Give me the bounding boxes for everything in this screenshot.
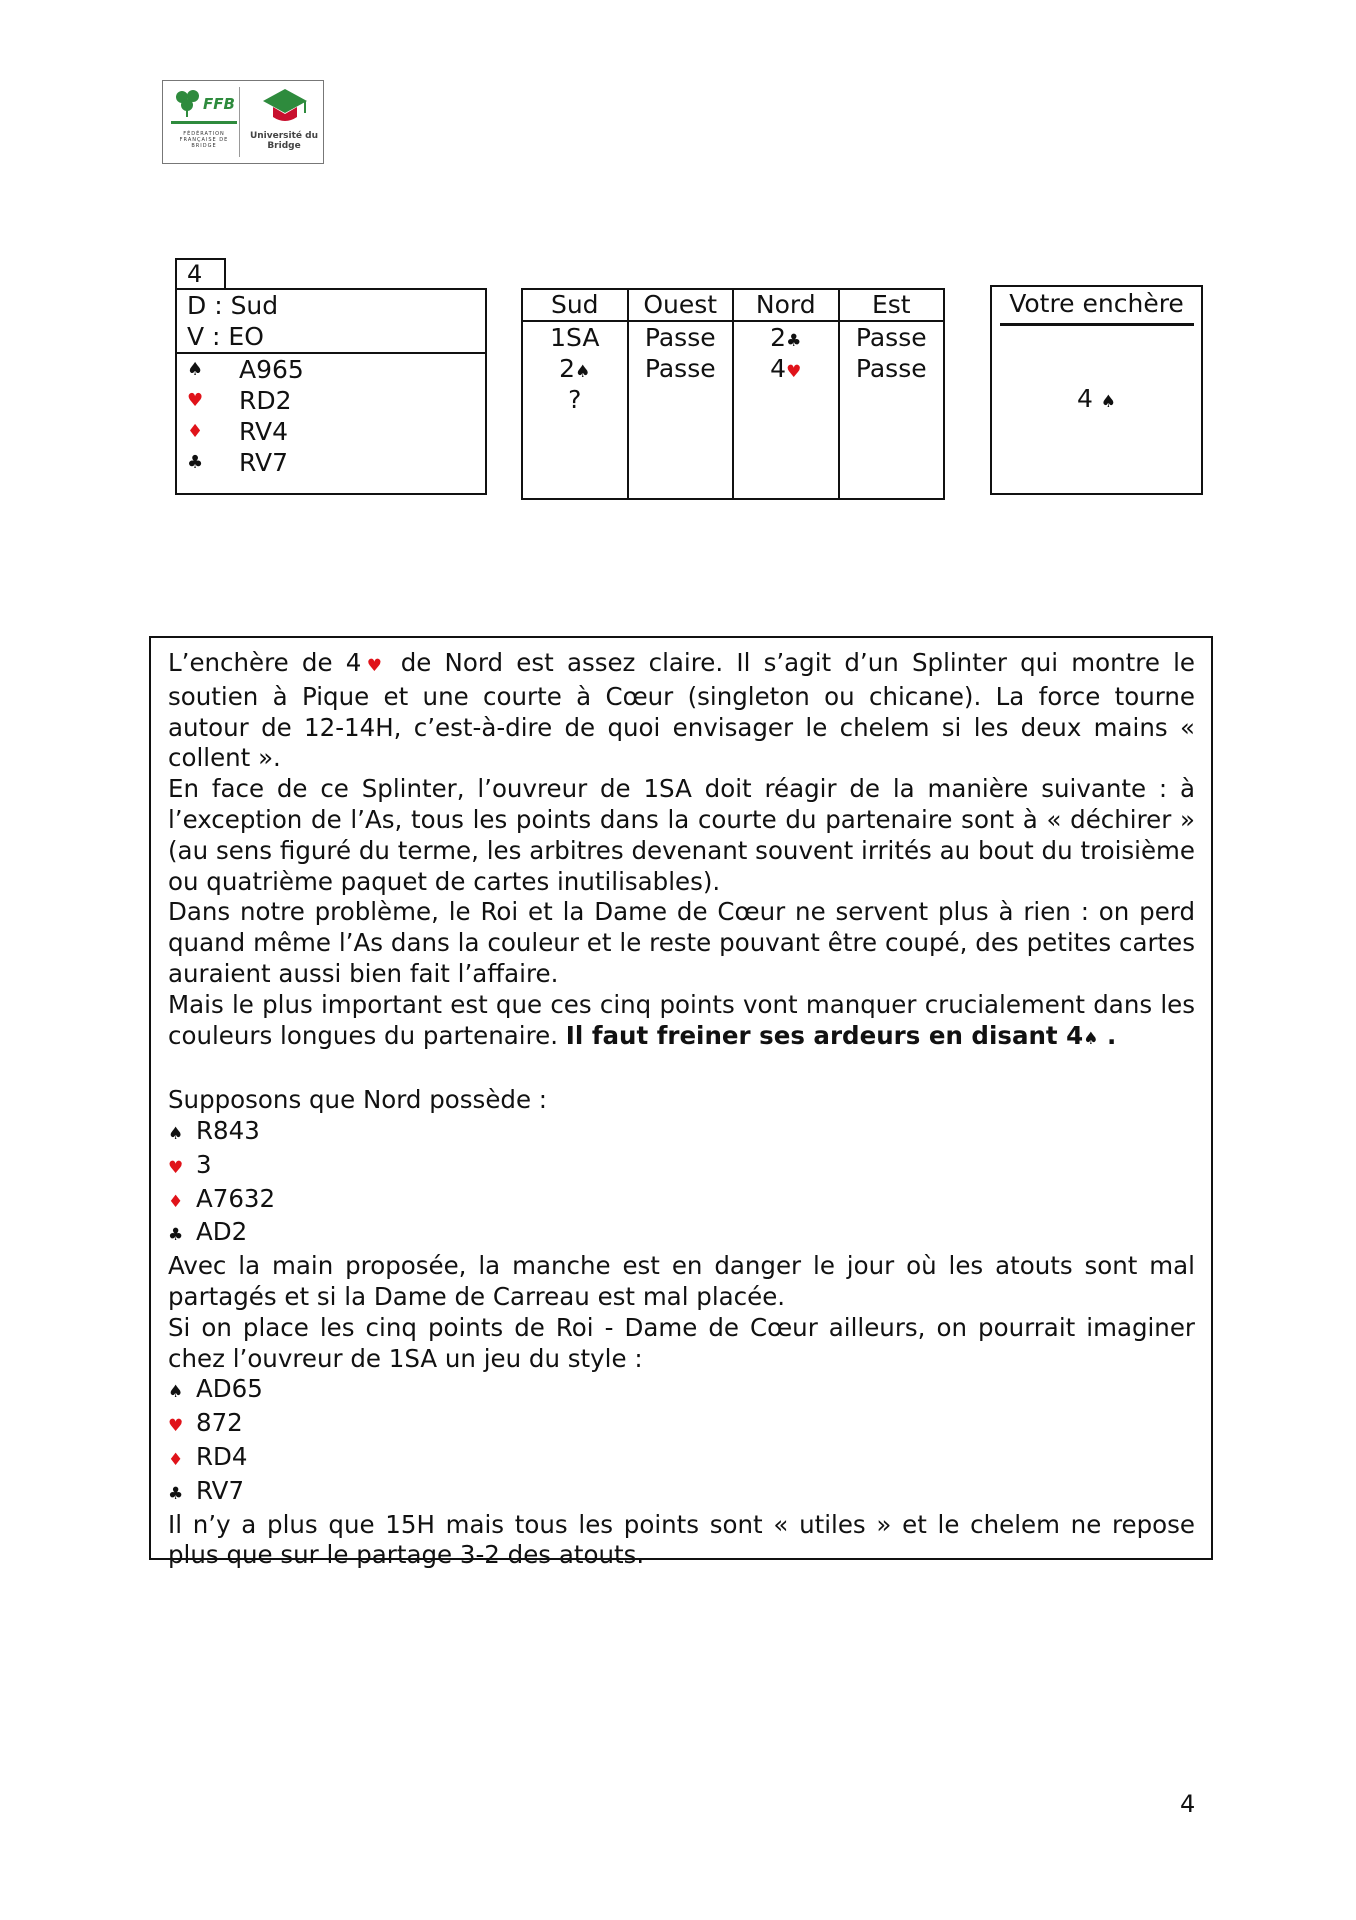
- hearts-holding: RD2: [239, 386, 292, 415]
- hand2-clubs-holding: RV7: [196, 1475, 245, 1505]
- hand-diagram: [175, 288, 487, 495]
- club-icon: ♣: [786, 331, 802, 351]
- bid-nord-2-level: 4: [770, 354, 787, 383]
- hand2-hearts-holding: 872: [196, 1408, 243, 1438]
- page-number: 4: [1180, 1790, 1196, 1818]
- dealer-label: D : Sud: [187, 291, 279, 320]
- spade-icon: ♠: [168, 1382, 184, 1403]
- bid-est-2: Passe: [855, 354, 927, 383]
- commentary-paragraph-8: Il n’y a plus que 15H mais tous les points sont « utiles » et le chelem ne repose plus que sur le partage 3-2 des atouts.: [168, 1509, 1195, 1570]
- hand2-diamonds-holding: RD4: [196, 1441, 248, 1471]
- ffb-logo-text: FFB: [203, 95, 235, 113]
- clubs-holding: RV7: [239, 448, 289, 477]
- answer-bid: [992, 384, 1201, 413]
- commentary-paragraph-2: En face de ce Splinter, l’ouvreur de 1SA doit réagir de la manière suivante : à l’exception de l’As, tous les points dans la courte du partenaire sont à « déchirer » (au sens figuré du terme, les arbitres devenant souvent irrités au bout du troisième ou quatrième paquet de cartes inutilisables).: [168, 774, 1195, 896]
- bid-nord-1: [734, 322, 838, 353]
- bid-ouest-2: Passe: [644, 354, 716, 383]
- commentary-conclusion: [566, 1021, 1117, 1050]
- commentary-paragraph-1: [168, 648, 1195, 774]
- bid-est-1: Passe: [855, 323, 927, 352]
- diamond-icon: ♦: [168, 1191, 184, 1212]
- bid-sud-1: 1SA: [550, 323, 600, 352]
- hand1-diamonds: [168, 1184, 1195, 1218]
- spade-icon: ♠: [168, 1123, 184, 1144]
- bidding-column-est: [840, 290, 944, 498]
- graduation-cap-icon: [261, 87, 309, 127]
- commentary-paragraph-7: Si on place les cinq points de Roi - Dame de Cœur ailleurs, on pourrait imaginer chez l’ouvreur de 1SA un jeu du style :: [168, 1312, 1195, 1373]
- ffb-logo: [162, 80, 324, 164]
- commentary-text: L’enchère de 4: [168, 648, 362, 677]
- bidding-column-ouest: [629, 290, 735, 498]
- commentary-conclusion-text: Il faut freiner ses ardeurs en disant 4: [565, 1020, 1084, 1050]
- hand1-spades: [168, 1116, 1195, 1150]
- clubs-row: [187, 447, 485, 478]
- logo-divider: [239, 87, 240, 157]
- hand2-hearts: [168, 1408, 1195, 1442]
- hand-header: [177, 290, 485, 354]
- hand1-clubs: [168, 1217, 1195, 1251]
- bid-sud-2: [523, 353, 627, 384]
- answer-bid-level: 4: [1076, 384, 1093, 413]
- vulnerability-label: V : EO: [187, 322, 264, 351]
- commentary-paragraph-3: Dans notre problème, le Roi et la Dame de Cœur ne servent plus à rien : on perd quand même l’As dans la couleur et le reste pouvant être coupé, des petites cartes auraient aussi bien fait l’affaire.: [168, 897, 1195, 988]
- hand-suits: [177, 354, 485, 478]
- diamonds-row: [187, 416, 485, 447]
- hand2-spades-holding: AD65: [196, 1374, 263, 1404]
- diamonds-holding: RV4: [239, 417, 289, 446]
- commentary-paragraph-5: Supposons que Nord possède :: [168, 1085, 548, 1115]
- bidding-table: [521, 288, 945, 500]
- hand2-spades: [168, 1374, 1195, 1408]
- answer-title: Votre enchère: [1009, 289, 1184, 318]
- board-number: 4: [175, 258, 226, 288]
- hand2-diamonds: [168, 1442, 1195, 1476]
- spade-icon: ♠: [1083, 1028, 1099, 1049]
- spades-row: [187, 354, 485, 385]
- hand1-spades-holding: R843: [196, 1115, 260, 1145]
- clover-icon: [173, 87, 203, 117]
- commentary-conclusion-end: .: [1098, 1020, 1117, 1050]
- commentary-paragraph-6: Avec la main proposée, la manche est en danger le jour où les atouts sont mal partagés et si la Dame de Carreau est mal placée.: [168, 1251, 1195, 1311]
- bid-sud-3: ?: [568, 385, 582, 414]
- heart-icon: ♥: [168, 1157, 184, 1178]
- commentary-text: de Nord est assez claire. Il s’agit d’un Splinter qui montre le soutien à Pique et une courte à Cœur (singleton ou chicane). La force tourne autour de 12-14H, c’est-à-dire de quoi envisager le chelem si les deux mains « collent ».: [168, 648, 1195, 773]
- hand1-hearts-holding: 3: [196, 1149, 212, 1179]
- spade-icon: ♠: [575, 362, 591, 382]
- diamond-icon: ♦: [168, 1449, 184, 1470]
- commentary-text: Mais le plus important est que ces cinq points vont manquer crucialement dans les couleurs longues du partenaire.: [168, 989, 1195, 1050]
- club-icon: ♣: [187, 452, 204, 473]
- bid-nord-2: [734, 353, 838, 384]
- spade-icon: ♠: [187, 359, 204, 380]
- ffb-logo-subtitle: FÉDÉRATION FRANÇAISE DE BRIDGE: [179, 131, 229, 149]
- bidding-header-ouest: Ouest: [629, 290, 733, 322]
- bid-ouest-1: Passe: [644, 323, 716, 352]
- bidding-header-nord: Nord: [734, 290, 838, 322]
- bidding-column-nord: [734, 290, 840, 498]
- club-icon: ♣: [168, 1483, 184, 1504]
- commentary-paragraph-4: [168, 990, 1195, 1055]
- paragraph-spacer: [168, 1054, 1195, 1085]
- commentary-box: [149, 636, 1213, 1570]
- heart-icon: ♥: [786, 362, 802, 382]
- club-icon: ♣: [168, 1225, 184, 1246]
- hand1-diamonds-holding: A7632: [196, 1183, 276, 1213]
- hand1-hearts: [168, 1150, 1195, 1184]
- bid-nord-1-level: 2: [770, 323, 787, 352]
- bidding-header-est: Est: [840, 290, 944, 322]
- spades-holding: A965: [239, 355, 304, 384]
- universite-logo-text: Université du Bridge: [249, 131, 319, 151]
- hand2-clubs: [168, 1476, 1195, 1510]
- heart-icon: ♥: [168, 1416, 184, 1437]
- bidding-header-sud: Sud: [523, 290, 627, 322]
- hearts-row: [187, 385, 485, 416]
- diamond-icon: ♦: [187, 421, 204, 442]
- spade-icon: ♠: [1100, 392, 1117, 412]
- bid-sud-2-level: 2: [559, 354, 576, 383]
- answer-box: [990, 285, 1203, 495]
- answer-underline: [1000, 323, 1194, 326]
- bidding-column-sud: [523, 290, 629, 498]
- heart-icon: ♥: [187, 390, 204, 411]
- logo-rule: [171, 121, 237, 125]
- heart-icon: ♥: [361, 656, 388, 676]
- hand1-clubs-holding: AD2: [196, 1217, 248, 1247]
